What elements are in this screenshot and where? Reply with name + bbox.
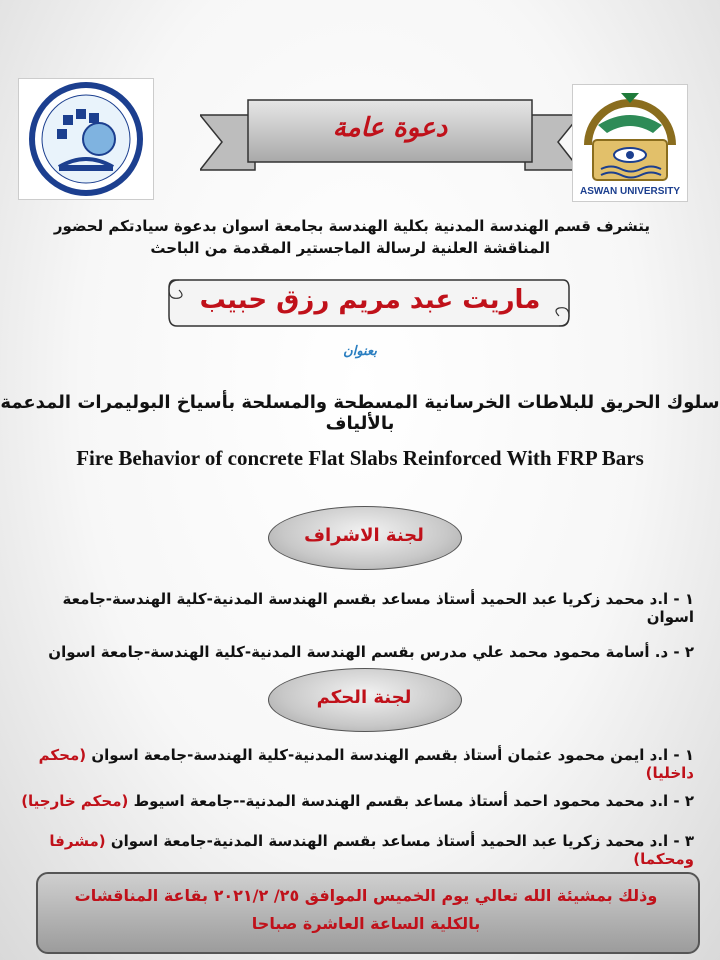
jury-1-role: (محكم داخليا) [38, 746, 694, 782]
thesis-title-english: Fire Behavior of concrete Flat Slabs Reinforced With FRP Bars [76, 446, 644, 470]
by-label: بعنوان [343, 344, 377, 359]
faculty-logo-graphic [19, 79, 153, 199]
aswan-university-logo [572, 84, 688, 202]
supervisor-1-text: ١ - ا.د محمد زكريا عبد الحميد أستاذ مساعد بقسم الهندسة المدنية-كلية الهندسة-جامعة اسوان [62, 590, 694, 626]
date-notice-line-1: وذلك بمشيئة الله تعالي يوم الخميس الموافق ٢٥/ ٢٠٢١/٢ بقاعة المناقشات [74, 886, 658, 905]
supervisor-row-2 [14, 643, 694, 661]
jury-2-text: ٢ - ا.د محمد محمود احمد أستاذ مساعد بقسم الهندسة المدنية--جامعة اسيوط [133, 792, 694, 810]
university-logo-caption: ASWAN UNIVERSITY [579, 186, 680, 197]
thesis-title-arabic: سلوك الحريق للبلاطات الخرسانية المسطحة والمسلحة بأسياخ البوليمرات المدعمة بالألياف [0, 392, 720, 434]
supervisor-row-1 [14, 590, 694, 626]
jury-row-2 [14, 792, 694, 810]
supervision-heading: لجنة الاشراف [304, 525, 424, 546]
date-notice [36, 882, 696, 938]
researcher-name: ماريت عبد مريم رزق حبيب [199, 285, 541, 315]
jury-1-text: ١ - ا.د ايمن محمود عثمان أستاذ بقسم الهندسة المدنية-كلية الهندسة-جامعة اسوان [91, 746, 694, 764]
jury-2-role: (محكم خارجيا) [21, 792, 129, 810]
jury-heading: لجنة الحكم [316, 687, 412, 708]
date-notice-line-2: بالكلية الساعة العاشرة صباحا [251, 914, 481, 933]
jury-row-1 [14, 746, 694, 782]
banner-title: دعوة عامة [332, 113, 448, 143]
intro-line-2: المناقشة العلنية لرسالة الماجستير المقدمة من الباحث [150, 239, 550, 257]
jury-row-3 [14, 832, 694, 868]
university-logo-graphic [573, 85, 687, 185]
supervisor-2-text: ٢ - د. أسامة محمود محمد علي مدرس بقسم الهندسة المدنية-كلية الهندسة-جامعة اسوان [48, 643, 694, 661]
invitation-intro [50, 215, 650, 259]
jury-3-text: ٣ - ا.د محمد زكريا عبد الحميد أستاذ مساعد بقسم الهندسة المدنية-جامعة اسوان [110, 832, 694, 850]
faculty-of-engineering-logo [18, 78, 154, 200]
jury-3-role: (مشرفا ومحكما) [49, 832, 694, 868]
intro-line-1: يتشرف قسم الهندسة المدنية بكلية الهندسة بجامعة اسوان بدعوة سيادتكم لحضور [53, 217, 650, 235]
